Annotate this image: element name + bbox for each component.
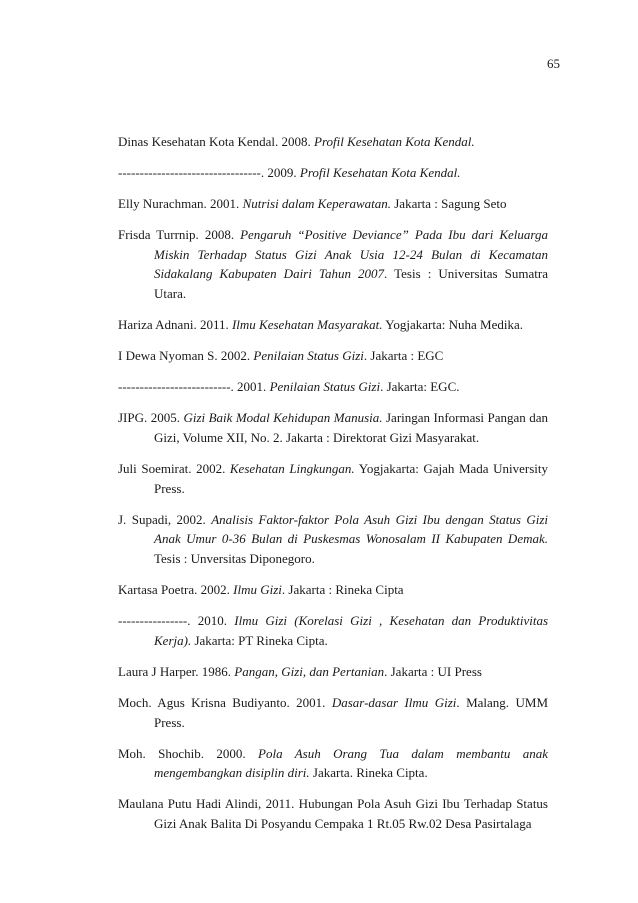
reference-item xyxy=(118,194,548,214)
reference-author-year: Moch. Agus Krisna Budiyanto. 2001. xyxy=(118,694,332,710)
reference-item xyxy=(118,794,548,833)
reference-title: Pangan, Gizi, dan Pertanian xyxy=(234,663,385,679)
reference-title: Ilmu Kesehatan Masyarakat. xyxy=(231,317,383,333)
reference-item xyxy=(118,408,548,447)
reference-publisher: . Jakarta: EGC. xyxy=(380,379,460,395)
reference-author-year: Juli Soemirat. 2002. xyxy=(118,461,230,477)
reference-item xyxy=(118,611,548,650)
reference-title: Pola Asuh Orang Tua dalam membantu anak mengembangkan disiplin diri. xyxy=(154,745,548,781)
reference-title: Pengaruh “Positive Deviance” Pada Ibu dari Keluarga Miskin Terhadap Status Gizi Anak Usia 12-24 Bulan di Kecamatan Sidakalang Kabupaten Dairi Tahun 2007 xyxy=(154,227,548,282)
reference-publisher: Jakarta : Sagung Seto xyxy=(391,196,507,212)
reference-author-year: Dinas Kesehatan Kota Kendal. 2008. xyxy=(118,134,315,149)
reference-author-year: Moh. Shochib. 2000. xyxy=(118,745,259,761)
reference-title: Dasar-dasar Ilmu Gizi xyxy=(331,694,457,710)
reference-author-year: ---------------------------------. 2009. xyxy=(118,165,300,181)
reference-publisher: . Malang. UMM Press. xyxy=(154,694,548,730)
reference-item xyxy=(118,459,548,498)
reference-item xyxy=(118,662,548,682)
reference-list xyxy=(118,132,548,845)
reference-author-year: Maulana Putu Hadi Alindi, 2011. Hubungan Pola Asuh Gizi Ibu Terhadap Status Gizi Anak Balita Di Posyandu Cempaka 1 Rt.05 Rw.02 Desa Pasirtalaga xyxy=(118,796,548,831)
reference-item xyxy=(118,510,548,569)
reference-publisher: . Tesis : Universitas Sumatra Utara. xyxy=(154,266,548,302)
reference-title: Ilmu Gizi xyxy=(233,582,282,598)
reference-item xyxy=(118,580,548,600)
reference-author-year: I Dewa Nyoman S. 2002. xyxy=(118,348,254,364)
reference-author-year: ----------------. 2010. xyxy=(118,613,235,629)
reference-publisher: Jakarta. Rineka Cipta. xyxy=(309,765,428,781)
reference-author-year: Hariza Adnani. 2011. xyxy=(118,317,232,333)
reference-item xyxy=(118,225,548,303)
reference-item xyxy=(118,163,548,183)
reference-title: Penilaian Status Gizi xyxy=(269,379,381,395)
reference-author-year: Kartasa Poetra. 2002. xyxy=(118,582,234,598)
reference-publisher: Yogjakarta: Nuha Medika. xyxy=(382,317,523,333)
reference-author-year: --------------------------. 2001. xyxy=(118,379,270,395)
reference-item xyxy=(118,132,548,152)
reference-title: Nutrisi dalam Keperawatan. xyxy=(242,196,391,212)
reference-author-year: JIPG. 2005. xyxy=(118,410,184,426)
reference-author-year: Frisda Turrnip. 2008. xyxy=(118,227,241,243)
reference-title: Analisis Faktor-faktor Pola Asuh Gizi Ibu dengan Status Gizi Anak Umur 0-36 Bulan di Puskesmas Wonosalam II Kabupaten Demak. xyxy=(154,511,548,547)
reference-publisher: . Jakarta : UI Press xyxy=(384,663,482,679)
reference-publisher: . Jakarta : EGC xyxy=(363,348,444,364)
reference-publisher: Jakarta: PT Rineka Cipta. xyxy=(191,632,328,648)
reference-author-year: J. Supadi, 2002. xyxy=(118,511,212,527)
reference-title: Kesehatan Lingkungan. xyxy=(229,461,355,477)
reference-item xyxy=(118,346,548,366)
reference-title: Ilmu Gizi (Korelasi Gizi , Kesehatan dan Produktivitas Kerja). xyxy=(154,613,548,648)
page-number: 65 xyxy=(547,56,560,71)
reference-item xyxy=(118,744,548,783)
reference-author-year: Laura J Harper. 1986. xyxy=(118,663,235,679)
reference-publisher: . Jakarta : Rineka Cipta xyxy=(281,582,404,598)
reference-title: Gizi Baik Modal Kehidupan Manusia. xyxy=(183,410,383,426)
reference-publisher: Jaringan Informasi Pangan dan Gizi, Volume XII, No. 2. Jakarta : Direktorat Gizi Masyarakat. xyxy=(154,410,548,446)
reference-title: Penilaian Status Gizi xyxy=(253,348,364,364)
reference-title: Profil Kesehatan Kota Kendal. xyxy=(314,134,475,149)
reference-author-year: Elly Nurachman. 2001. xyxy=(118,196,243,212)
reference-publisher: Yogjakarta: Gajah Mada University Press. xyxy=(154,461,548,496)
reference-item xyxy=(118,315,548,335)
reference-publisher: Tesis : Unversitas Diponegoro. xyxy=(154,551,315,566)
reference-item xyxy=(118,693,548,732)
reference-item xyxy=(118,377,548,397)
reference-title: Profil Kesehatan Kota Kendal. xyxy=(299,165,461,181)
